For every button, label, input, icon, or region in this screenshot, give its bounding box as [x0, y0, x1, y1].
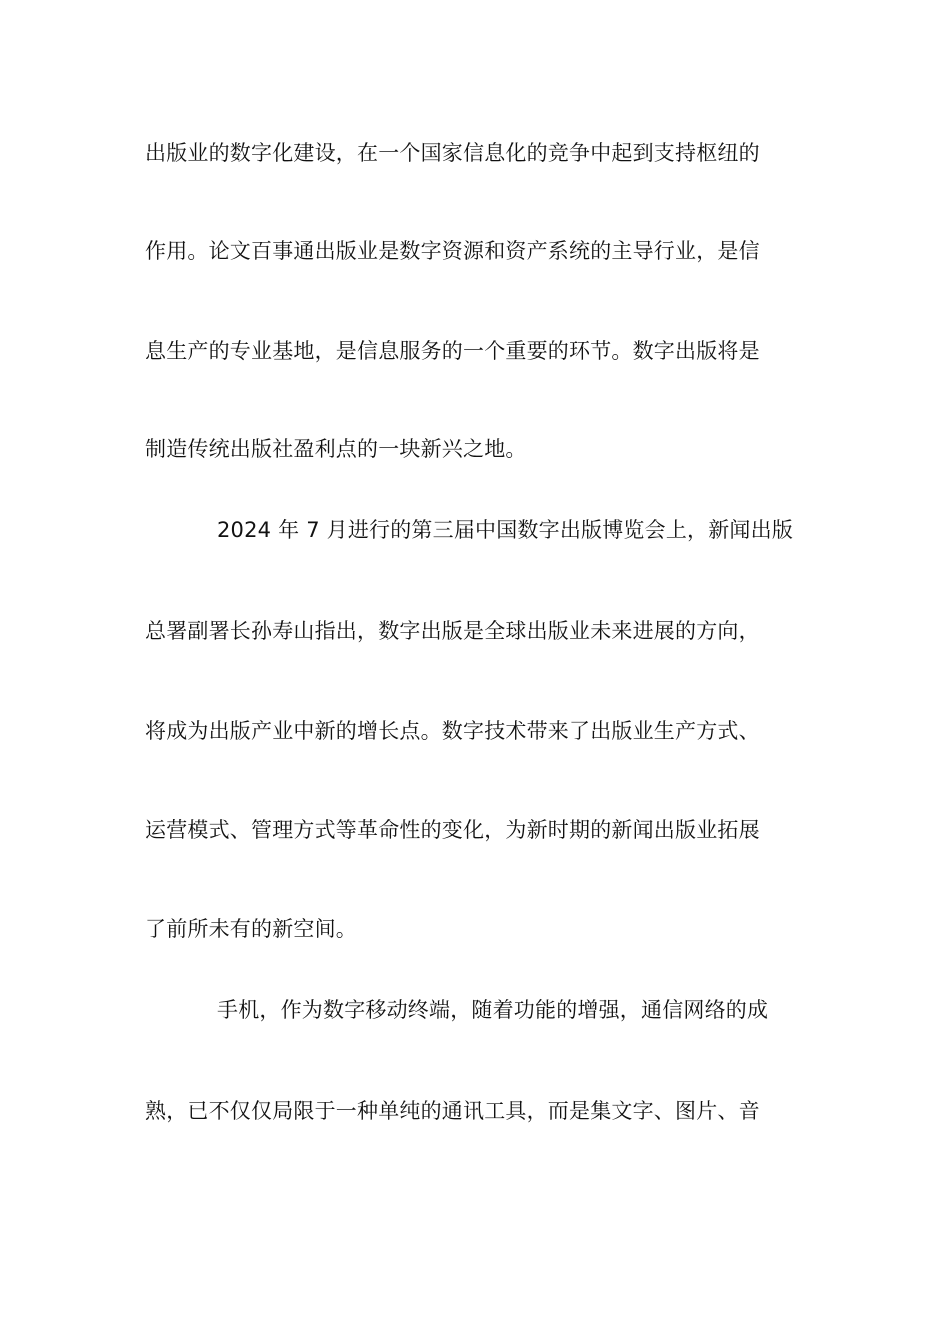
- paragraph-1-line-3: 息生产的专业基地，是信息服务的一个重要的环节。数字出版将是: [145, 339, 760, 363]
- paragraph-2-line-4: 运营模式、管理方式等革命性的变化，为新时期的新闻出版业拓展: [145, 818, 760, 842]
- paragraph-3-line-2: 熟，已不仅仅局限于一种单纯的通讯工具，而是集文字、图片、音: [145, 1099, 760, 1123]
- paragraph-2-line-1: 2024 年 7 月进行的第三届中国数字出版博览会上，新闻出版: [217, 518, 794, 542]
- paragraph-1-line-2: 作用。论文百事通出版业是数字资源和资产系统的主导行业，是信: [145, 239, 760, 263]
- paragraph-3-line-1: 手机，作为数字移动终端，随着功能的增强，通信网络的成: [217, 998, 769, 1022]
- paragraph-1-line-4: 制造传统出版社盈利点的一块新兴之地。: [145, 437, 527, 461]
- paragraph-1-line-1: 出版业的数字化建设，在一个国家信息化的竞争中起到支持枢纽的: [145, 141, 760, 165]
- paragraph-2-line-2: 总署副署长孙寿山指出，数字出版是全球出版业未来进展的方向，: [145, 619, 760, 643]
- paragraph-2-line-5: 了前所未有的新空间。: [145, 917, 357, 941]
- paragraph-2-line-3: 将成为出版产业中新的增长点。数字技术带来了出版业生产方式、: [145, 719, 760, 743]
